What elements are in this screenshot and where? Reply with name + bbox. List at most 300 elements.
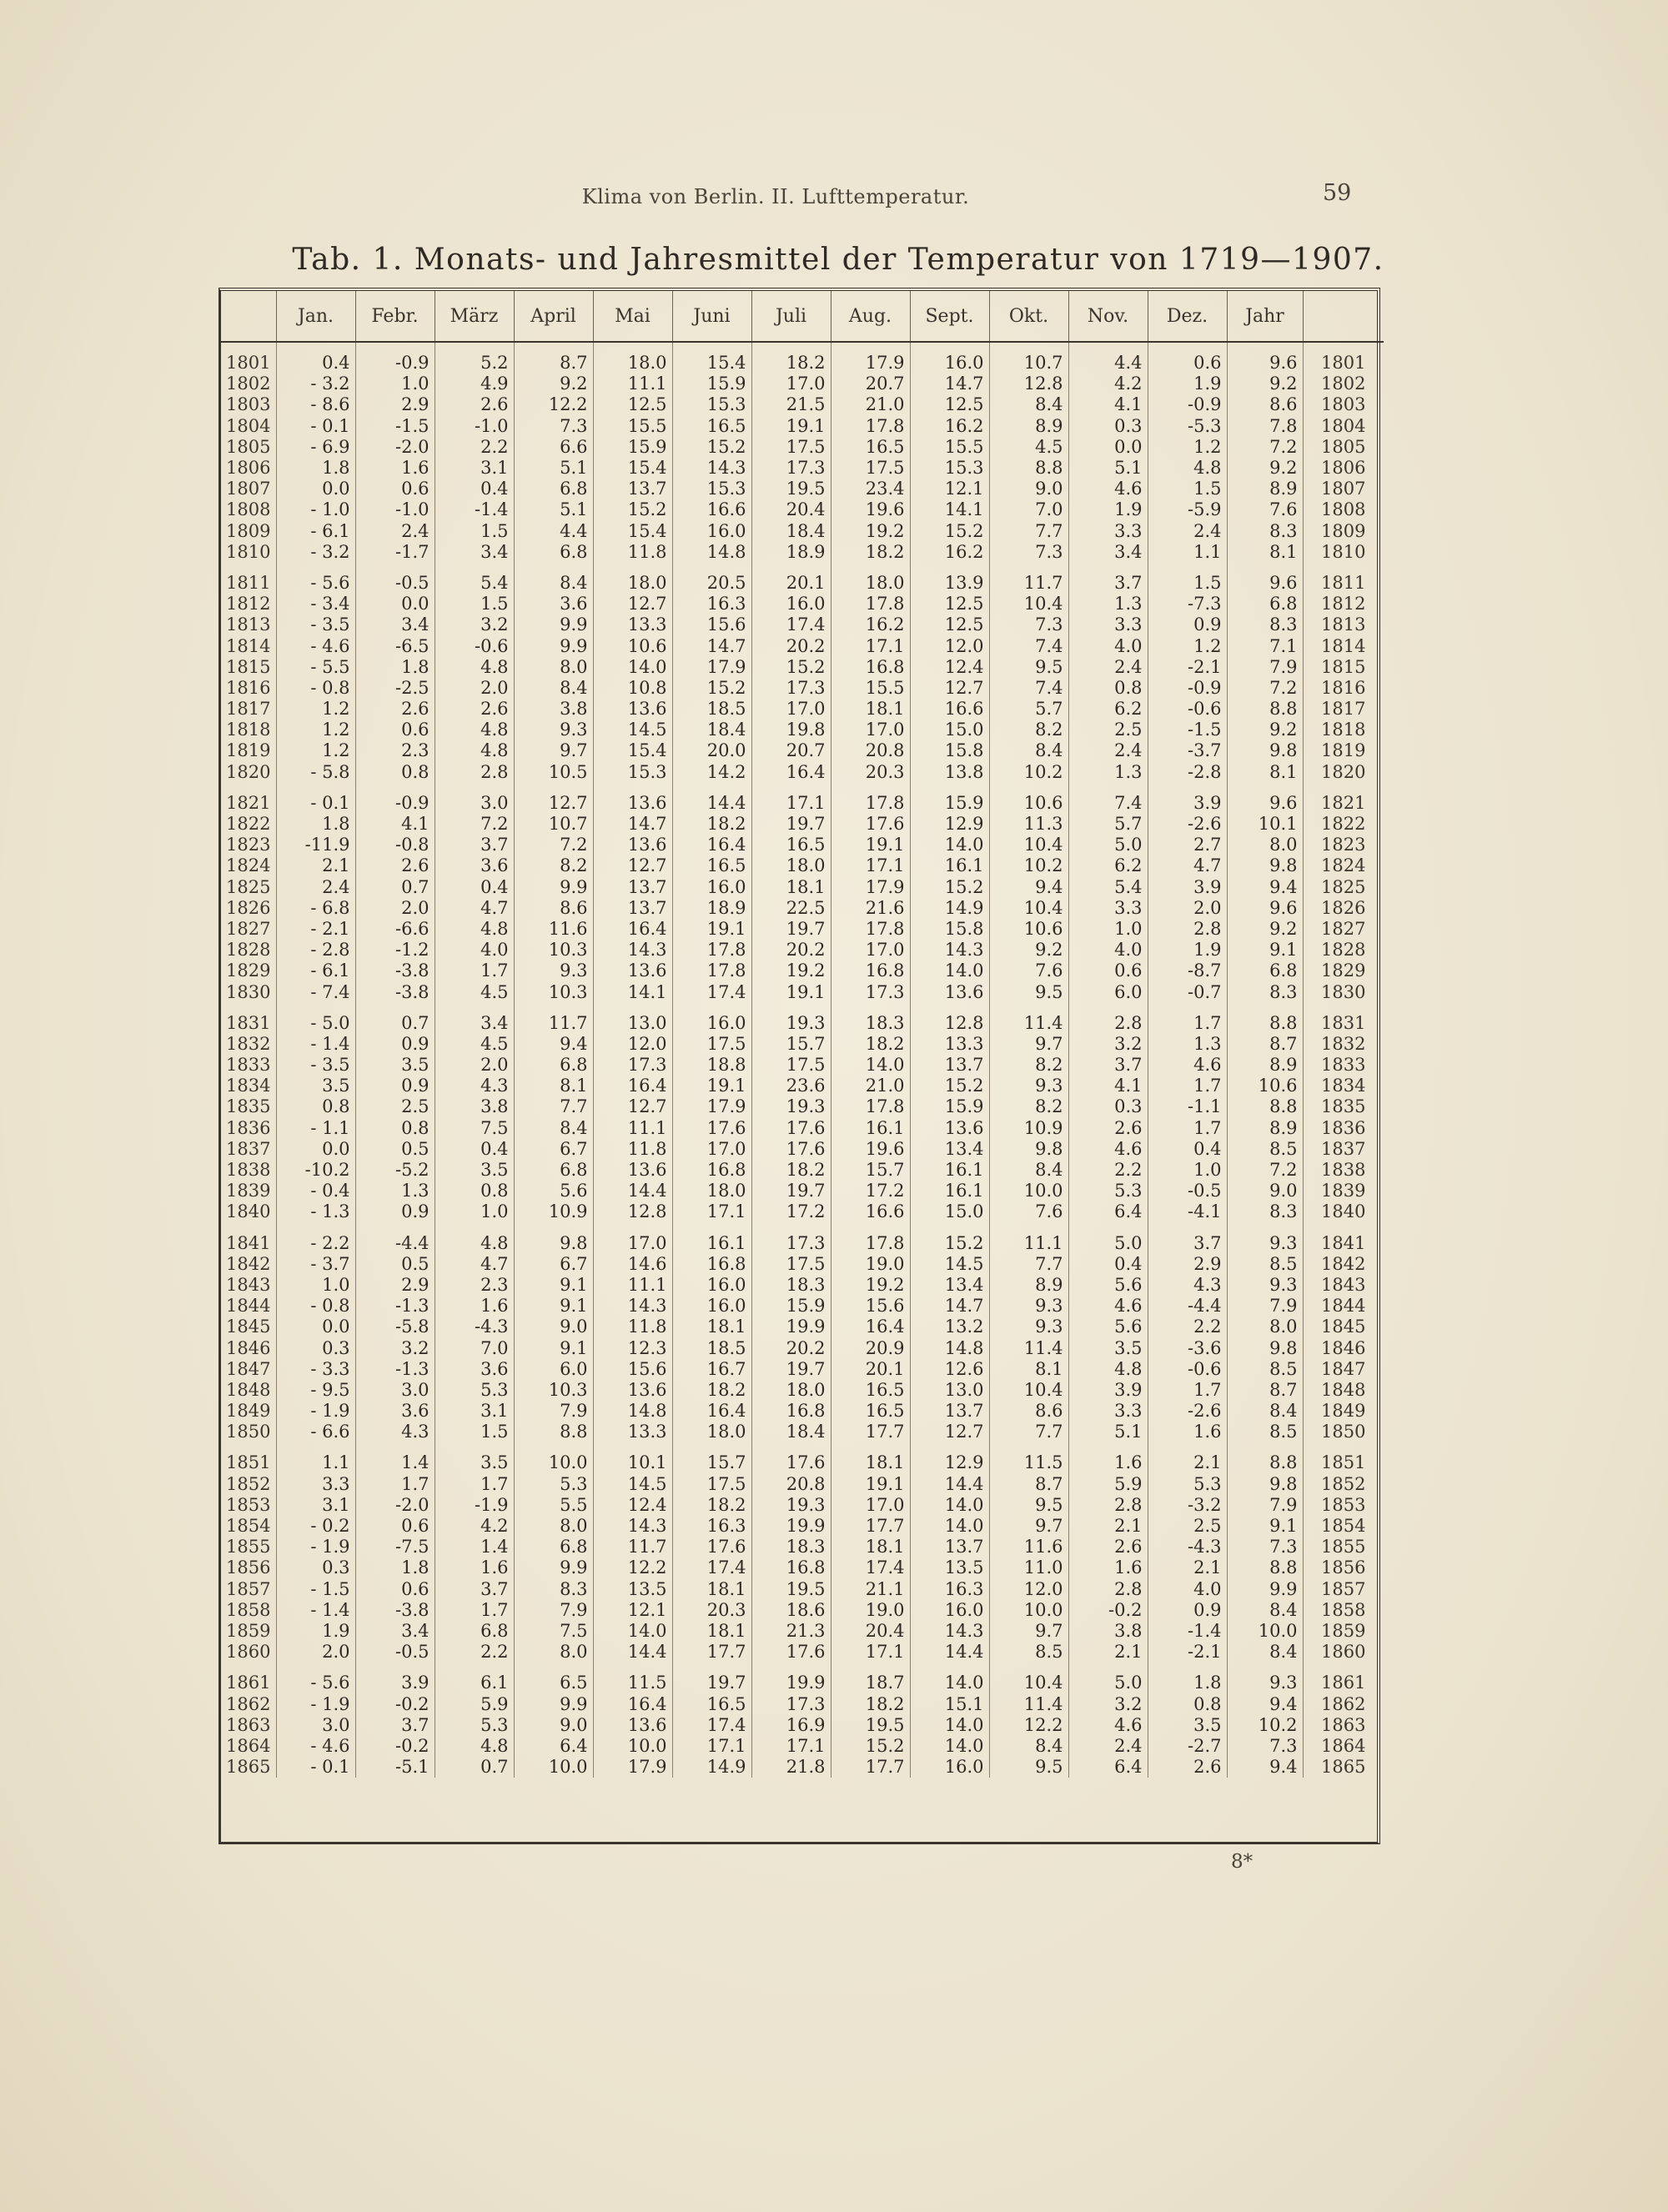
monthly-mean-cell: 18.1 [831,1442,910,1473]
table-row [221,1118,1384,1139]
monthly-mean-cell: 3.9 [1148,783,1227,814]
monthly-mean-cell: 4.4 [1068,342,1148,374]
row-year: 1814 [226,635,271,656]
row-year-right: 1832 [1303,1034,1384,1055]
monthly-mean-cell: 2.6 [1148,1757,1227,1778]
monthly-mean-cell: 16.8 [831,961,910,981]
monthly-mean-cell: 1.6 [1068,1557,1148,1578]
annual-mean-cell: 8.6 [1227,394,1303,415]
monthly-mean-cell: - 5.6 [276,1663,355,1693]
row-year: 1850 [226,1422,271,1442]
monthly-mean-cell: 6.8 [514,542,593,563]
monthly-mean-cell: 17.3 [751,1223,831,1254]
monthly-mean-cell: 19.5 [831,1715,910,1736]
monthly-mean-cell: 15.2 [593,499,672,520]
annual-mean-cell: 8.5 [1227,1422,1303,1442]
table-body [221,342,1384,1778]
monthly-mean-cell: 4.8 [435,919,514,940]
monthly-mean-cell: 1.8 [1148,1663,1227,1693]
monthly-mean-cell: 6.5 [514,1663,593,1693]
monthly-mean-cell: 14.0 [593,657,672,678]
monthly-mean-cell: 3.5 [355,1055,435,1076]
monthly-mean-cell: 15.0 [910,720,989,740]
table-row [221,1693,1384,1714]
monthly-mean-cell: - 2.8 [276,940,355,961]
monthly-mean-cell: - 0.4 [276,1181,355,1201]
monthly-mean-cell: 18.1 [672,1621,751,1642]
annual-mean-cell: 8.8 [1227,1442,1303,1473]
monthly-mean-cell: -2.7 [1148,1736,1227,1757]
monthly-mean-cell: 19.5 [751,479,831,499]
monthly-mean-cell: -0.2 [355,1693,435,1714]
monthly-mean-cell: 20.7 [751,740,831,761]
monthly-mean-cell: 15.4 [593,458,672,479]
monthly-mean-cell: 14.1 [593,981,672,1002]
monthly-mean-cell: 18.8 [672,1055,751,1076]
monthly-mean-cell: 16.0 [910,1757,989,1778]
monthly-mean-cell: 19.0 [831,1600,910,1621]
monthly-mean-cell: 5.9 [435,1693,514,1714]
table-row [221,961,1384,981]
column-header: Jahr [1227,291,1303,342]
monthly-mean-cell: - 7.4 [276,981,355,1002]
monthly-mean-cell: 3.7 [435,835,514,855]
monthly-mean-cell: 5.2 [435,342,514,374]
monthly-mean-cell: - 6.1 [276,521,355,542]
monthly-mean-cell: 11.3 [989,814,1068,835]
row-year-right: 1851 [1303,1442,1384,1473]
table-row [221,1034,1384,1055]
monthly-mean-cell: 0.6 [355,479,435,499]
monthly-mean-cell: 0.3 [276,1337,355,1358]
table-row [221,1359,1384,1380]
monthly-mean-cell: - 4.6 [276,1736,355,1757]
monthly-mean-cell: 14.4 [910,1474,989,1495]
row-year: 1832 [226,1033,271,1054]
table-row [221,614,1384,635]
monthly-mean-cell: 8.4 [514,678,593,699]
monthly-mean-cell: 9.4 [514,1034,593,1055]
monthly-mean-cell: -0.2 [1068,1600,1148,1621]
monthly-mean-cell: 19.1 [831,1474,910,1495]
monthly-mean-cell: 1.7 [435,961,514,981]
monthly-mean-cell: 12.7 [593,1096,672,1117]
monthly-mean-cell: 15.6 [672,614,751,635]
monthly-mean-cell: 13.6 [593,835,672,855]
monthly-mean-cell: -0.5 [1148,1181,1227,1201]
monthly-mean-cell: 12.7 [593,594,672,614]
table-row [221,563,1384,594]
monthly-mean-cell: 16.2 [910,416,989,437]
monthly-mean-cell: 8.2 [989,1096,1068,1117]
row-year: 1848 [226,1379,271,1400]
monthly-mean-cell: 19.0 [831,1254,910,1275]
table-caption: Tab. 1. Monats- und Jahresmittel der Temperatur von 1719—1907. [292,243,1384,277]
monthly-mean-cell: 4.4 [514,521,593,542]
monthly-mean-cell: -5.1 [355,1757,435,1778]
monthly-mean-cell: 2.2 [1148,1317,1227,1337]
monthly-mean-cell: 5.0 [1068,1663,1148,1693]
monthly-mean-cell: -4.4 [355,1223,435,1254]
row-year-right: 1856 [1303,1557,1384,1578]
monthly-mean-cell: 18.5 [672,699,751,720]
monthly-mean-cell: 17.3 [751,678,831,699]
monthly-mean-cell: 8.2 [514,855,593,876]
monthly-mean-cell: 17.9 [831,877,910,898]
table-row [221,1579,1384,1600]
table-row [221,542,1384,563]
row-year-right: 1841 [1303,1223,1384,1254]
monthly-mean-cell: 7.9 [514,1401,593,1422]
monthly-mean-cell: 15.3 [672,394,751,415]
row-year: 1821 [226,792,271,813]
row-year-right: 1811 [1303,563,1384,594]
monthly-mean-cell: 19.3 [751,1003,831,1034]
row-year: 1822 [226,814,271,835]
monthly-mean-cell: 1.5 [1148,479,1227,499]
monthly-mean-cell: 13.8 [910,762,989,783]
row-year: 1806 [226,458,271,479]
monthly-mean-cell: 14.8 [593,1401,672,1422]
monthly-mean-cell: 4.9 [435,374,514,394]
monthly-mean-cell: 1.0 [1148,1160,1227,1181]
monthly-mean-cell: 9.7 [989,1034,1068,1055]
table-row [221,855,1384,876]
monthly-mean-cell: 1.4 [355,1442,435,1473]
monthly-mean-cell: 10.6 [593,635,672,656]
monthly-mean-cell: 17.1 [672,1201,751,1222]
monthly-mean-cell: - 3.5 [276,1055,355,1076]
row-year-right: 1824 [1303,855,1384,876]
table-row [221,458,1384,479]
monthly-mean-cell: 1.0 [276,1275,355,1296]
row-year: 1835 [226,1096,271,1117]
monthly-mean-cell: 17.1 [672,1736,751,1757]
row-year-right: 1806 [1303,458,1384,479]
table-row [221,394,1384,415]
annual-mean-cell: 8.3 [1227,1201,1303,1222]
monthly-mean-cell: 2.0 [276,1642,355,1663]
annual-mean-cell: 9.6 [1227,563,1303,594]
row-year: 1839 [226,1181,271,1201]
monthly-mean-cell: 16.4 [593,1076,672,1096]
row-year: 1817 [226,699,271,720]
row-year: 1812 [226,594,271,614]
row-year-right: 1859 [1303,1621,1384,1642]
monthly-mean-cell: 10.4 [989,898,1068,919]
monthly-mean-cell: 7.7 [989,1422,1068,1442]
annual-mean-cell: 9.1 [1227,1516,1303,1537]
monthly-mean-cell: 5.3 [1148,1474,1227,1495]
row-year-right: 1833 [1303,1055,1384,1076]
table-row [221,499,1384,520]
monthly-mean-cell: 4.7 [435,1254,514,1275]
monthly-mean-cell: 5.7 [989,699,1068,720]
monthly-mean-cell: 2.0 [435,1055,514,1076]
row-year-right: 1834 [1303,1076,1384,1096]
monthly-mean-cell: 16.6 [672,499,751,520]
annual-mean-cell: 8.3 [1227,614,1303,635]
monthly-mean-cell: 2.5 [1068,720,1148,740]
monthly-mean-cell: 18.6 [751,1600,831,1621]
monthly-mean-cell: 20.5 [672,563,751,594]
monthly-mean-cell: -6.6 [355,919,435,940]
table-row [221,1223,1384,1254]
monthly-mean-cell: 22.5 [751,898,831,919]
monthly-mean-cell: 15.4 [593,521,672,542]
monthly-mean-cell: 17.0 [672,1139,751,1160]
row-year: 1803 [226,394,271,415]
table-row [221,1757,1384,1778]
monthly-mean-cell: - 6.9 [276,437,355,458]
monthly-mean-cell: 10.2 [989,855,1068,876]
monthly-mean-cell: 16.0 [672,1003,751,1034]
monthly-mean-cell: 10.0 [989,1181,1068,1201]
row-year-right: 1816 [1303,678,1384,699]
monthly-mean-cell: 2.9 [1148,1254,1227,1275]
monthly-mean-cell: 9.8 [989,1139,1068,1160]
table-row [221,1621,1384,1642]
monthly-mean-cell: 2.1 [276,855,355,876]
annual-mean-cell: 9.4 [1227,1757,1303,1778]
table-row [221,657,1384,678]
monthly-mean-cell: 17.9 [593,1757,672,1778]
monthly-mean-cell: 0.3 [1068,416,1148,437]
monthly-mean-cell: 19.3 [751,1096,831,1117]
monthly-mean-cell: 13.4 [910,1275,989,1296]
monthly-mean-cell: 12.5 [910,614,989,635]
row-year: 1825 [226,876,271,897]
monthly-mean-cell: 13.6 [910,981,989,1002]
monthly-mean-cell: 19.2 [831,521,910,542]
annual-mean-cell: 9.2 [1227,720,1303,740]
monthly-mean-cell: 16.1 [910,1160,989,1181]
monthly-mean-cell: 16.2 [831,614,910,635]
monthly-mean-cell: 7.4 [989,678,1068,699]
monthly-mean-cell: 11.8 [593,1317,672,1337]
monthly-mean-cell: 14.0 [910,1736,989,1757]
row-year-right: 1825 [1303,877,1384,898]
monthly-mean-cell: 6.8 [514,1160,593,1181]
monthly-mean-cell: 3.0 [435,783,514,814]
monthly-mean-cell: 1.3 [1148,1034,1227,1055]
monthly-mean-cell: 10.4 [989,835,1068,855]
monthly-mean-cell: 14.4 [593,1642,672,1663]
annual-mean-cell: 9.6 [1227,783,1303,814]
monthly-mean-cell: 14.0 [910,1495,989,1516]
column-header: Sept. [910,291,989,342]
annual-mean-cell: 9.6 [1227,342,1303,374]
monthly-mean-cell: 0.4 [435,877,514,898]
monthly-mean-cell: 3.4 [355,1621,435,1642]
monthly-mean-cell: 1.4 [435,1537,514,1557]
monthly-mean-cell: 14.4 [910,1642,989,1663]
monthly-mean-cell: 4.7 [1148,855,1227,876]
monthly-mean-cell: 1.8 [276,814,355,835]
monthly-mean-cell: -1.5 [355,416,435,437]
monthly-mean-cell: 14.5 [593,720,672,740]
monthly-mean-cell: 9.5 [989,981,1068,1002]
table-row [221,783,1384,814]
monthly-mean-cell: 5.0 [1068,1223,1148,1254]
monthly-mean-cell: 17.3 [751,1693,831,1714]
monthly-mean-cell: 18.0 [831,563,910,594]
row-year-right: 1843 [1303,1275,1384,1296]
monthly-mean-cell: 6.4 [1068,1757,1148,1778]
monthly-mean-cell: 20.8 [751,1474,831,1495]
monthly-mean-cell: 15.3 [672,479,751,499]
monthly-mean-cell: 18.1 [672,1579,751,1600]
annual-mean-cell: 10.6 [1227,1076,1303,1096]
table-row [221,1495,1384,1516]
table-row [221,1296,1384,1317]
monthly-mean-cell: 17.5 [672,1034,751,1055]
monthly-mean-cell: 3.9 [355,1663,435,1693]
monthly-mean-cell: - 3.2 [276,542,355,563]
table-row [221,1380,1384,1401]
monthly-mean-cell: 0.6 [355,1579,435,1600]
monthly-mean-cell: 2.3 [435,1275,514,1296]
monthly-mean-cell: 9.2 [989,940,1068,961]
monthly-mean-cell: 2.8 [1068,1495,1148,1516]
annual-mean-cell: 7.1 [1227,635,1303,656]
column-header: Okt. [989,291,1068,342]
monthly-mean-cell: 16.8 [672,1254,751,1275]
monthly-mean-cell: 2.8 [1068,1003,1148,1034]
monthly-mean-cell: 16.5 [831,1380,910,1401]
monthly-mean-cell: 8.8 [514,1422,593,1442]
monthly-mean-cell: 12.8 [910,1003,989,1034]
annual-mean-cell: 9.1 [1227,940,1303,961]
monthly-mean-cell: 9.9 [514,877,593,898]
monthly-mean-cell: 17.5 [831,458,910,479]
monthly-mean-cell: 5.4 [435,563,514,594]
monthly-mean-cell: 13.6 [593,1380,672,1401]
monthly-mean-cell: 18.5 [672,1337,751,1358]
monthly-mean-cell: 3.3 [1068,898,1148,919]
monthly-mean-cell: 14.0 [593,1621,672,1642]
monthly-mean-cell: 21.3 [751,1621,831,1642]
row-year-right: 1801 [1303,342,1384,374]
monthly-mean-cell: 20.1 [751,563,831,594]
monthly-mean-cell: 1.0 [435,1201,514,1222]
monthly-mean-cell: 17.5 [751,1254,831,1275]
monthly-mean-cell: 1.6 [435,1557,514,1578]
row-year: 1809 [226,520,271,541]
monthly-mean-cell: 1.9 [1148,940,1227,961]
monthly-mean-cell: 20.0 [672,740,751,761]
monthly-mean-cell: 2.9 [355,394,435,415]
monthly-mean-cell: 17.4 [831,1557,910,1578]
table-row [221,740,1384,761]
row-year: 1833 [226,1055,271,1076]
row-year: 1808 [226,499,271,520]
monthly-mean-cell: 19.7 [751,1181,831,1201]
monthly-mean-cell: 20.1 [831,1359,910,1380]
monthly-mean-cell: 18.1 [831,1537,910,1557]
monthly-mean-cell: -7.3 [1148,594,1227,614]
monthly-mean-cell: 16.8 [751,1401,831,1422]
monthly-mean-cell: 1.6 [435,1296,514,1317]
monthly-mean-cell: 17.4 [672,1557,751,1578]
monthly-mean-cell: 0.4 [1148,1139,1227,1160]
monthly-mean-cell: 0.9 [355,1076,435,1096]
table-row [221,1096,1384,1117]
monthly-mean-cell: 3.2 [1068,1693,1148,1714]
monthly-mean-cell: 4.8 [435,720,514,740]
table-row [221,919,1384,940]
monthly-mean-cell: 5.3 [1068,1181,1148,1201]
monthly-mean-cell: 10.3 [514,1380,593,1401]
monthly-mean-cell: 3.5 [1068,1337,1148,1358]
monthly-mean-cell: -1.5 [1148,720,1227,740]
monthly-mean-cell: 2.5 [355,1096,435,1117]
monthly-mean-cell: 9.9 [514,1693,593,1714]
monthly-mean-cell: -1.0 [435,416,514,437]
monthly-mean-cell: 17.0 [751,374,831,394]
monthly-mean-cell: -3.8 [355,981,435,1002]
monthly-mean-cell: 13.0 [593,1003,672,1034]
monthly-mean-cell: 7.7 [514,1096,593,1117]
monthly-mean-cell: 2.1 [1068,1642,1148,1663]
monthly-mean-cell: -2.8 [1148,762,1227,783]
monthly-mean-cell: 13.5 [593,1579,672,1600]
monthly-mean-cell: 17.5 [751,1055,831,1076]
monthly-mean-cell: 7.3 [989,614,1068,635]
table-row [221,720,1384,740]
monthly-mean-cell: 8.0 [514,657,593,678]
monthly-mean-cell: 20.2 [751,635,831,656]
monthly-mean-cell: 2.1 [1068,1516,1148,1537]
row-year: 1859 [226,1620,271,1641]
monthly-mean-cell: 3.7 [1068,563,1148,594]
monthly-mean-cell: 6.8 [514,1537,593,1557]
monthly-mean-cell: -1.4 [435,499,514,520]
row-year-right: 1822 [1303,814,1384,835]
monthly-mean-cell: 16.3 [672,1516,751,1537]
monthly-mean-cell: 17.0 [831,720,910,740]
monthly-mean-cell: 14.0 [910,1516,989,1537]
row-year-right: 1853 [1303,1495,1384,1516]
monthly-mean-cell: - 0.8 [276,1296,355,1317]
monthly-mean-cell: 16.0 [672,1296,751,1317]
monthly-mean-cell: 1.2 [276,740,355,761]
monthly-mean-cell: 3.0 [276,1715,355,1736]
monthly-mean-cell: 11.4 [989,1693,1068,1714]
monthly-mean-cell: 0.3 [1068,1096,1148,1117]
annual-mean-cell: 9.3 [1227,1663,1303,1693]
monthly-mean-cell: 2.6 [435,394,514,415]
monthly-mean-cell: 0.4 [276,342,355,374]
page-number: 59 [1323,180,1352,206]
monthly-mean-cell: 5.5 [514,1495,593,1516]
monthly-mean-cell: -4.4 [1148,1296,1227,1317]
row-year-right: 1819 [1303,740,1384,761]
monthly-mean-cell: 20.2 [751,940,831,961]
monthly-mean-cell: 8.2 [989,720,1068,740]
monthly-mean-cell: 2.8 [435,762,514,783]
monthly-mean-cell: 4.0 [1148,1579,1227,1600]
monthly-mean-cell: 11.6 [514,919,593,940]
monthly-mean-cell: -5.8 [355,1317,435,1337]
monthly-mean-cell: 5.1 [1068,1422,1148,1442]
monthly-mean-cell: 2.2 [1068,1160,1148,1181]
monthly-mean-cell: 0.0 [355,594,435,614]
monthly-mean-cell: 4.0 [1068,635,1148,656]
monthly-mean-cell: 3.7 [355,1715,435,1736]
monthly-mean-cell: 1.3 [1068,762,1148,783]
monthly-mean-cell: 17.8 [831,919,910,940]
